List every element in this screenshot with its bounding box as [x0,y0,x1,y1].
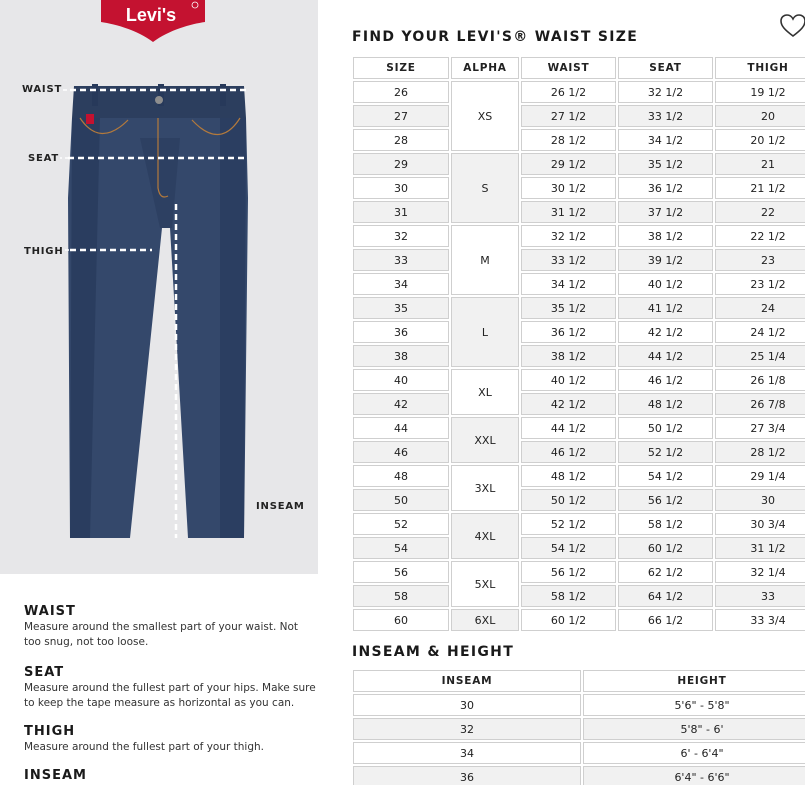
seat-cell: 40 1/2 [617,272,714,296]
table-row [352,320,805,344]
waist-cell: 46 1/2 [520,440,617,464]
table-row [352,80,805,104]
size-cell: 50 [352,488,450,512]
size-cell: 58 [352,584,450,608]
table-row [352,717,805,741]
size-cell: 48 [352,464,450,488]
seat-cell: 35 1/2 [617,152,714,176]
seat-cell: 46 1/2 [617,368,714,392]
alpha-cell: S [450,152,520,224]
waist-cell: 36 1/2 [520,320,617,344]
alpha-cell: 4XL [450,512,520,560]
inseam-description [24,768,324,784]
table-row [352,536,805,560]
waist-cell: 30 1/2 [520,176,617,200]
alpha-cell: XS [450,80,520,152]
illustration-panel [0,0,318,574]
waist-cell: 42 1/2 [520,392,617,416]
height-cell: 6' - 6'4" [582,741,805,765]
size-cell: 34 [352,272,450,296]
thigh-cell: 27 3/4 [714,416,805,440]
table-row [352,128,805,152]
waist-cell: 35 1/2 [520,296,617,320]
size-cell: 35 [352,296,450,320]
seat-description-text: Measure around the fullest part of your hips. Make sure to keep the tape measure as horizontal as you can. [24,682,316,709]
waist-table-header-row [352,56,805,80]
waist-cell: 52 1/2 [520,512,617,536]
seat-label: SEAT [28,153,60,164]
thigh-cell: 25 1/4 [714,344,805,368]
table-row [352,464,805,488]
waist-size-title: FIND YOUR LEVI'S® WAIST SIZE [352,29,639,45]
inseam-label: INSEAM [256,501,305,512]
height-cell: 5'6" - 5'8" [582,693,805,717]
table-row [352,248,805,272]
waist-label: WAIST [22,84,63,95]
table-row [352,344,805,368]
thigh-cell: 20 [714,104,805,128]
waist-cell: 58 1/2 [520,584,617,608]
inseam-cell: 32 [352,717,582,741]
waist-cell: 31 1/2 [520,200,617,224]
thigh-cell: 29 1/4 [714,464,805,488]
inseam-height-title: INSEAM & HEIGHT [352,644,515,660]
seat-cell: 38 1/2 [617,224,714,248]
waist-cell: 32 1/2 [520,224,617,248]
size-cell: 32 [352,224,450,248]
thigh-description-title: THIGH [24,724,76,739]
waist-cell: 34 1/2 [520,272,617,296]
table-row [352,560,805,584]
table-row [352,272,805,296]
seat-cell: 60 1/2 [617,536,714,560]
size-cell: 31 [352,200,450,224]
thigh-cell: 33 [714,584,805,608]
thigh-cell: 24 [714,296,805,320]
alpha-cell: L [450,296,520,368]
table-row [352,152,805,176]
size-cell: 42 [352,392,450,416]
header-seat: SEAT [617,56,714,80]
logo-text: Levi's [125,5,177,25]
table-row [352,368,805,392]
inseam-table-header-row [352,669,805,693]
table-row [352,416,805,440]
seat-cell: 33 1/2 [617,104,714,128]
seat-cell: 32 1/2 [617,80,714,104]
header-thigh: THIGH [714,56,805,80]
seat-cell: 36 1/2 [617,176,714,200]
size-cell: 52 [352,512,450,536]
seat-cell: 41 1/2 [617,296,714,320]
seat-description-title: SEAT [24,665,65,680]
seat-cell: 37 1/2 [617,200,714,224]
table-row [352,296,805,320]
waist-cell: 29 1/2 [520,152,617,176]
waist-cell: 28 1/2 [520,128,617,152]
waist-cell: 33 1/2 [520,248,617,272]
size-cell: 28 [352,128,450,152]
thigh-cell: 31 1/2 [714,536,805,560]
table-row [352,765,805,785]
seat-cell: 50 1/2 [617,416,714,440]
seat-cell: 42 1/2 [617,320,714,344]
thigh-cell: 24 1/2 [714,320,805,344]
thigh-label: THIGH [24,246,64,257]
thigh-description-text: Measure around the fullest part of your thigh. [24,741,264,753]
waist-table-body [352,80,805,632]
header-waist: WAIST [520,56,617,80]
thigh-cell: 23 1/2 [714,272,805,296]
table-row [352,608,805,632]
size-cell: 29 [352,152,450,176]
size-cell: 30 [352,176,450,200]
size-cell: 44 [352,416,450,440]
thigh-cell: 22 [714,200,805,224]
table-row [352,693,805,717]
alpha-cell: 3XL [450,464,520,512]
waist-cell: 44 1/2 [520,416,617,440]
inseam-cell: 34 [352,741,582,765]
waist-description-text: Measure around the smallest part of your waist. Not too snug, not too loose. [24,621,299,648]
table-row [352,176,805,200]
thigh-cell: 30 [714,488,805,512]
seat-cell: 44 1/2 [617,344,714,368]
thigh-cell: 32 1/4 [714,560,805,584]
thigh-cell: 30 3/4 [714,512,805,536]
table-row [352,200,805,224]
seat-cell: 62 1/2 [617,560,714,584]
seat-cell: 64 1/2 [617,584,714,608]
thigh-cell: 26 1/8 [714,368,805,392]
inseam-cell: 30 [352,693,582,717]
table-row [352,224,805,248]
alpha-cell: 6XL [450,608,520,632]
thigh-cell: 33 3/4 [714,608,805,632]
seat-cell: 54 1/2 [617,464,714,488]
waist-cell: 50 1/2 [520,488,617,512]
header-size: SIZE [352,56,450,80]
header-inseam: INSEAM [352,669,582,693]
inseam-cell: 36 [352,765,582,785]
thigh-cell: 21 [714,152,805,176]
inseam-description-title: INSEAM [24,768,87,783]
alpha-cell: XL [450,368,520,416]
waist-cell: 26 1/2 [520,80,617,104]
size-cell: 36 [352,320,450,344]
seat-cell: 39 1/2 [617,248,714,272]
alpha-cell: XXL [450,416,520,464]
size-cell: 33 [352,248,450,272]
size-cell: 38 [352,344,450,368]
waist-cell: 48 1/2 [520,464,617,488]
table-row [352,104,805,128]
size-cell: 46 [352,440,450,464]
jeans-illustration [60,78,260,548]
table-row [352,440,805,464]
table-row [352,488,805,512]
thigh-cell: 26 7/8 [714,392,805,416]
waist-cell: 56 1/2 [520,560,617,584]
seat-cell: 34 1/2 [617,128,714,152]
table-row [352,392,805,416]
size-cell: 26 [352,80,450,104]
thigh-cell: 22 1/2 [714,224,805,248]
header-alpha: ALPHA [450,56,520,80]
seat-cell: 58 1/2 [617,512,714,536]
size-cell: 54 [352,536,450,560]
inseam-table-body [352,693,805,785]
waist-cell: 27 1/2 [520,104,617,128]
inseam-height-table [351,668,805,785]
seat-cell: 48 1/2 [617,392,714,416]
thigh-cell: 28 1/2 [714,440,805,464]
height-cell: 5'8" - 6' [582,717,805,741]
heart-icon[interactable] [779,12,805,40]
waist-description [24,604,324,650]
thigh-description [24,724,324,755]
table-row [352,512,805,536]
seat-cell: 52 1/2 [617,440,714,464]
seat-cell: 66 1/2 [617,608,714,632]
waist-cell: 54 1/2 [520,536,617,560]
size-cell: 56 [352,560,450,584]
size-cell: 60 [352,608,450,632]
thigh-cell: 19 1/2 [714,80,805,104]
waist-size-table [351,55,805,633]
thigh-cell: 21 1/2 [714,176,805,200]
levis-logo [99,0,207,42]
table-row [352,584,805,608]
waist-cell: 40 1/2 [520,368,617,392]
waist-description-title: WAIST [24,604,76,619]
seat-cell: 56 1/2 [617,488,714,512]
seat-description [24,665,324,711]
thigh-cell: 23 [714,248,805,272]
header-height: HEIGHT [582,669,805,693]
table-row [352,741,805,765]
size-cell: 40 [352,368,450,392]
alpha-cell: 5XL [450,560,520,608]
size-cell: 27 [352,104,450,128]
height-cell: 6'4" - 6'6" [582,765,805,785]
thigh-cell: 20 1/2 [714,128,805,152]
waist-cell: 38 1/2 [520,344,617,368]
waist-cell: 60 1/2 [520,608,617,632]
alpha-cell: M [450,224,520,296]
